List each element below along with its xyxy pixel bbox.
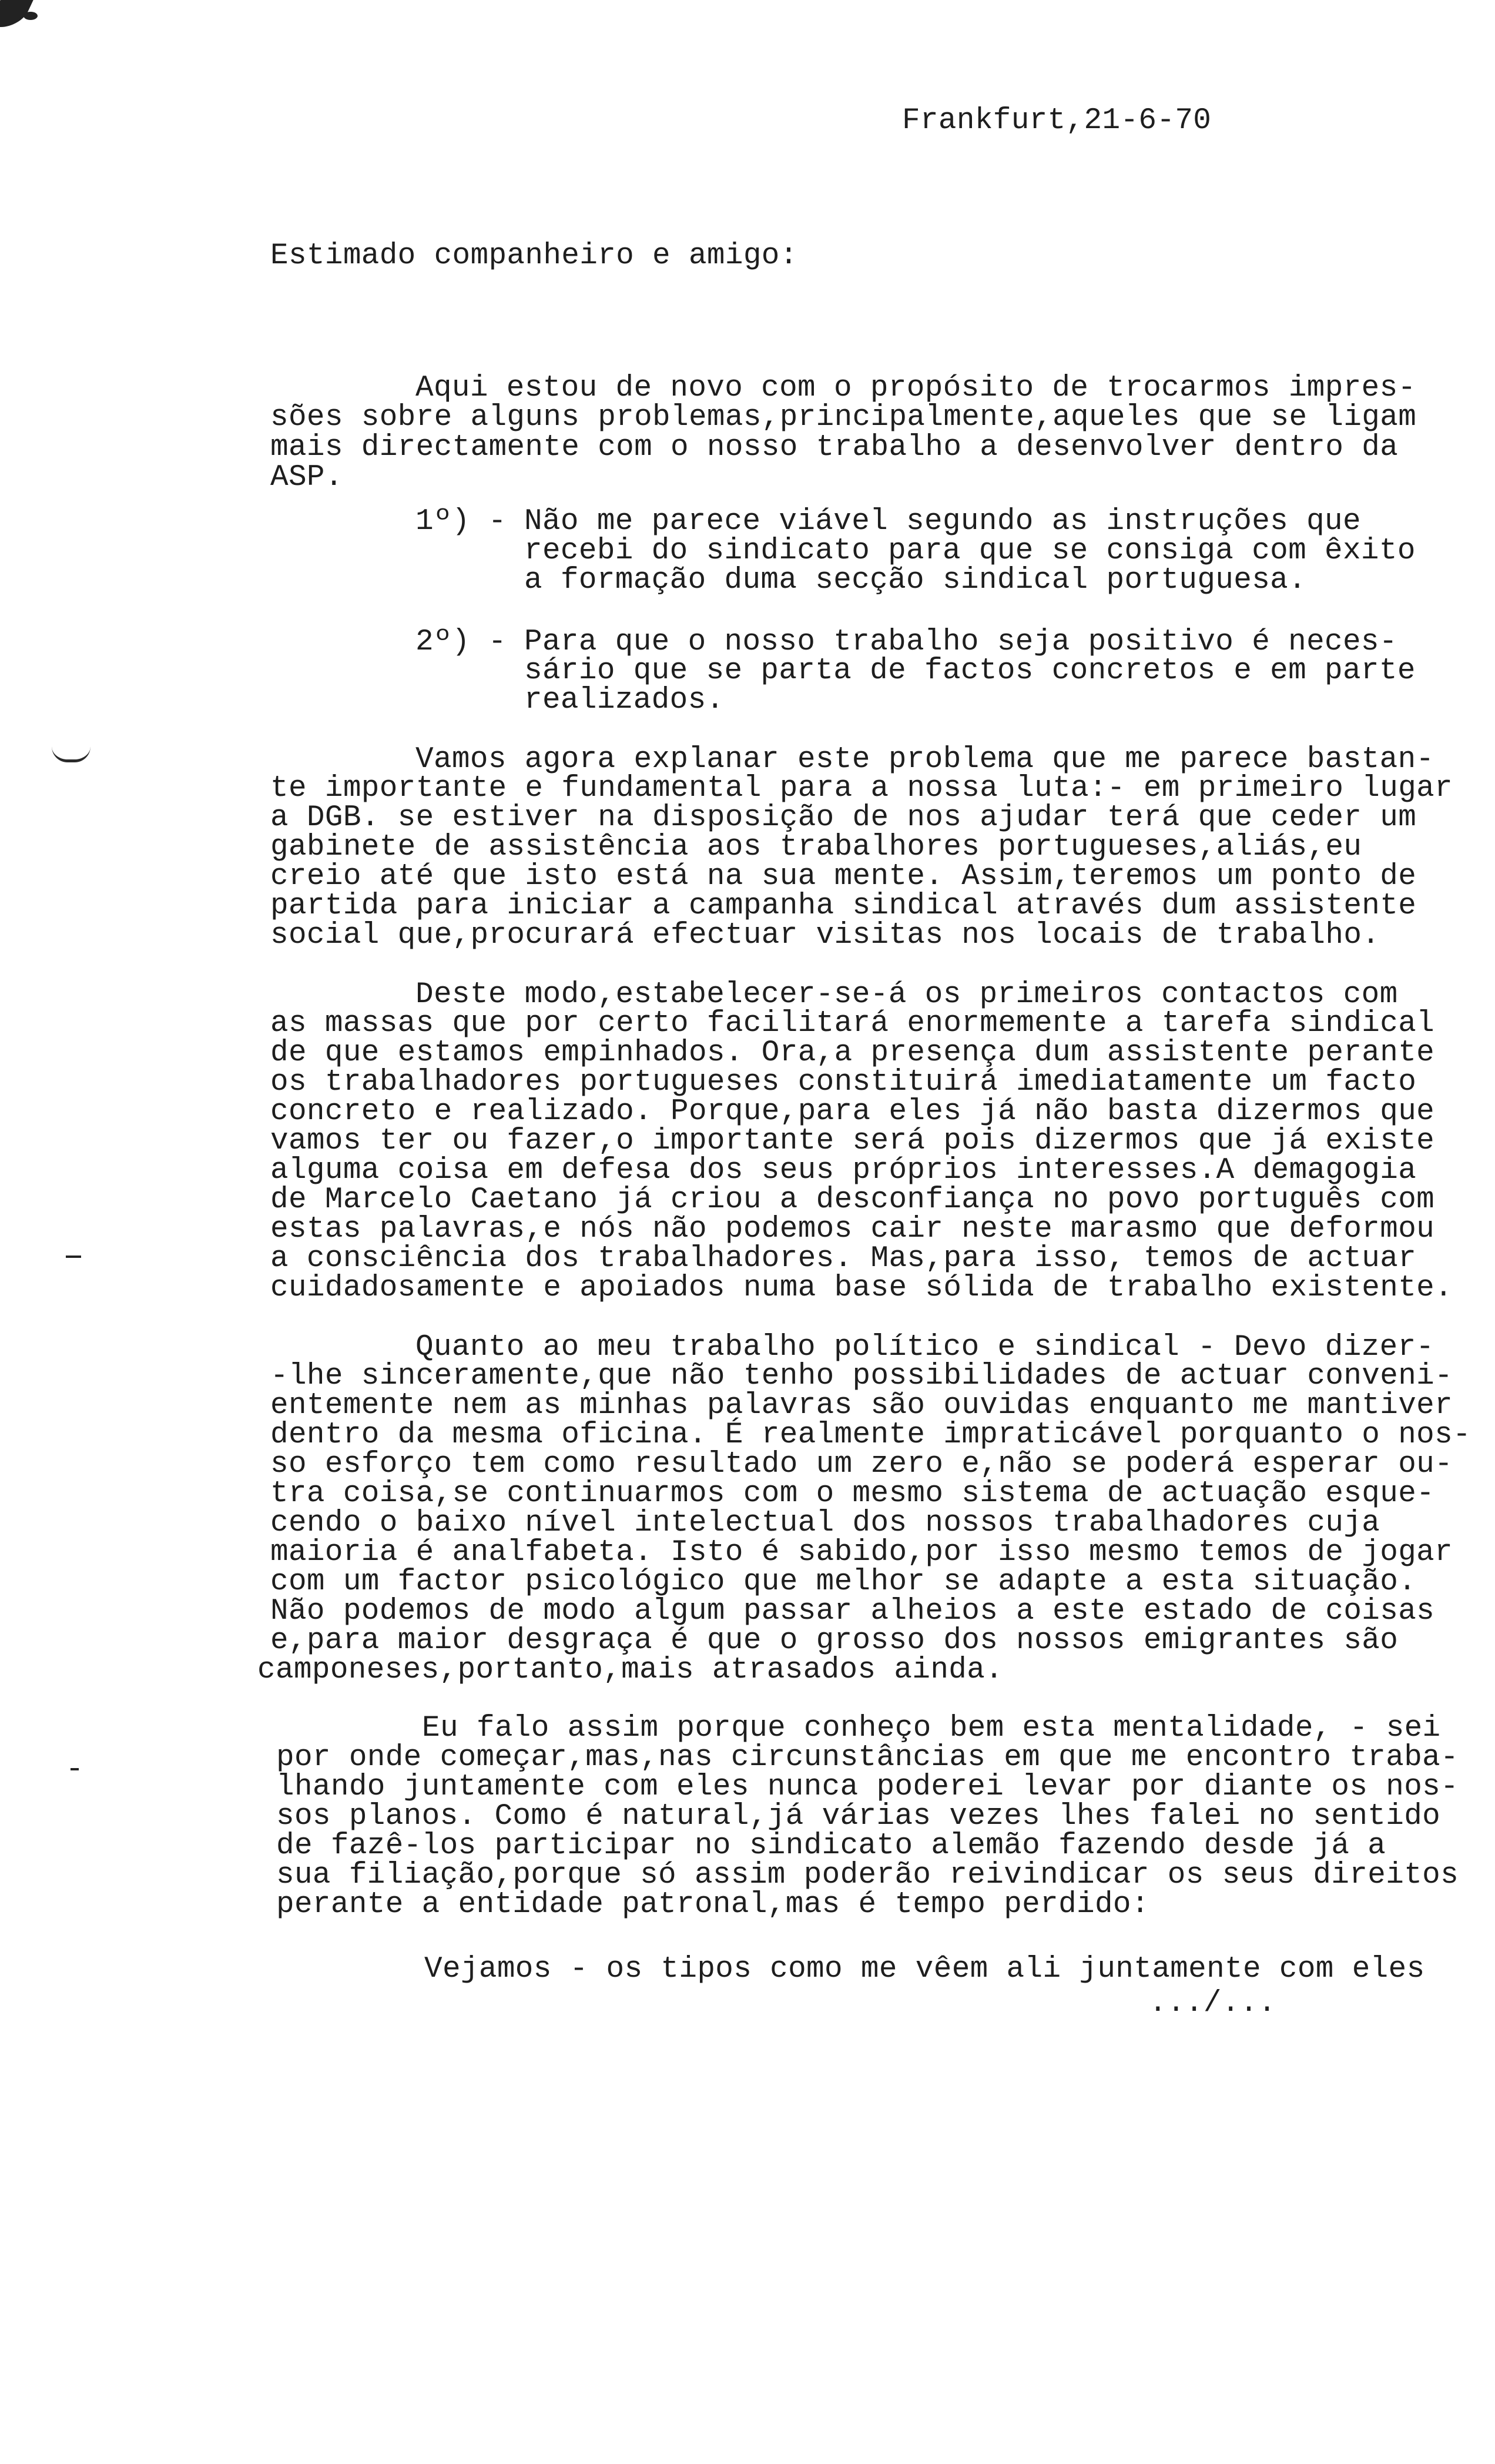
punch-hole-mark xyxy=(52,746,90,762)
margin-dash xyxy=(71,1768,79,1770)
paragraph-line: creio até que isto está na sua mente. Assim,teremos um ponto de xyxy=(270,860,1417,893)
paragraph-line: cuidadosamente e apoiados numa base sólida de trabalho existente. xyxy=(270,1271,1453,1305)
paragraph-line: Vejamos - os tipos como me vêem ali juntamente com eles xyxy=(424,1953,1425,1986)
list-item-line: a formação duma secção sindical portuguesa. xyxy=(524,564,1307,597)
paragraph-line: concreto e realizado. Porque,para eles já não basta dizermos que xyxy=(270,1095,1435,1129)
list-item-line: Não me parece viável segundo as instruções que xyxy=(524,505,1361,538)
continuation-marker: .../... xyxy=(1149,1987,1276,2020)
list-number: 2º) - xyxy=(415,625,507,659)
letter-date: Frankfurt,21-6-70 xyxy=(902,104,1212,138)
paragraph-line: a DGB. se estiver na disposição de nos ajudar terá que ceder um xyxy=(270,801,1417,835)
salutation: Estimado companheiro e amigo: xyxy=(270,239,798,273)
list-item-line: Para que o nosso trabalho seja positivo é neces- xyxy=(524,625,1397,659)
paragraph-line: de fazê-los participar no sindicato alemão fazendo desde já a xyxy=(276,1829,1386,1863)
paragraph-line: Aqui estou de novo com o propósito de trocarmos impres- xyxy=(415,371,1416,405)
list-item-line: sário que se parta de factos concretos e em parte xyxy=(524,654,1416,688)
paragraph-line: de que estamos empinhados. Ora,a presença dum assistente perante xyxy=(270,1036,1435,1070)
paragraph-line: estas palavras,e nós não podemos cair neste marasmo que deformou xyxy=(270,1213,1435,1246)
paragraph-line: vamos ter ou fazer,o importante será pois dizermos que já existe xyxy=(270,1124,1435,1158)
paragraph-line: mais directamente com o nosso trabalho a desenvolver dentro da xyxy=(270,431,1399,464)
paragraph-line: sua filiação,porque só assim poderão reivindicar os seus direitos xyxy=(276,1859,1459,1892)
paragraph-line: a consciência dos trabalhadores. Mas,para isso, temos de actuar xyxy=(270,1242,1417,1275)
paragraph-line: te importante e fundamental para a nossa luta:- em primeiro lugar xyxy=(270,772,1453,805)
paragraph-line: sões sobre alguns problemas,principalmente,aqueles que se ligam xyxy=(270,401,1417,434)
margin-dash xyxy=(66,1256,81,1258)
paragraph-line: as massas que por certo facilitará enormemente a tarefa sindical xyxy=(270,1007,1435,1040)
list-item-line: recebi do sindicato para que se consiga com êxito xyxy=(524,534,1416,568)
list-item-line: realizados. xyxy=(524,684,725,717)
paragraph-line: camponeses,portanto,mais atrasados ainda. xyxy=(257,1653,1004,1687)
paragraph-line: social que,procurará efectuar visitas nos locais de trabalho. xyxy=(270,919,1380,952)
paragraph-line: de Marcelo Caetano já criou a desconfiança no povo português com xyxy=(270,1183,1435,1217)
paragraph-line: gabinete de assistência aos trabalhores portugueses,aliás,eu xyxy=(270,831,1362,864)
paragraph-line: partida para iniciar a campanha sindical através dum assistente xyxy=(270,889,1417,923)
paragraph-line: os trabalhadores portugueses constituirá imediatamente um facto xyxy=(270,1066,1417,1099)
paragraph-line: Vamos agora explanar este problema que me parece bastan- xyxy=(415,743,1434,776)
paragraph-line: Deste modo,estabelecer-se-á os primeiros contactos com xyxy=(415,978,1398,1012)
paragraph-line: maioria é analfabeta. Isto é sabido,por isso mesmo temos de jogar xyxy=(270,1536,1453,1569)
paragraph-line: e,para maior desgraça é que o grosso dos nossos emigrantes são xyxy=(270,1624,1399,1658)
paragraph-line: ASP. xyxy=(270,461,343,494)
paragraph-line: com um factor psicológico que melhor se adapte a esta situação. xyxy=(270,1565,1417,1599)
paragraph-line: -lhe sinceramente,que não tenho possibilidades de actuar conveni- xyxy=(270,1360,1453,1393)
paragraph-line: lhando juntamente com eles nunca poderei levar por diante os nos- xyxy=(276,1770,1459,1804)
paragraph-line: Eu falo assim porque conheço bem esta mentalidade, - sei xyxy=(422,1712,1441,1745)
paragraph-line: Não podemos de modo algum passar alheios a este estado de coisas xyxy=(270,1595,1435,1628)
paragraph-line: sos planos. Como é natural,já várias vezes lhes falei no sentido xyxy=(276,1800,1441,1833)
paragraph-line: entemente nem as minhas palavras são ouvidas enquanto me mantiver xyxy=(270,1389,1453,1422)
paragraph-line: perante a entidade patronal,mas é tempo perdido: xyxy=(276,1888,1149,1921)
paragraph-line: cendo o baixo nível intelectual dos nossos trabalhadores cuja xyxy=(270,1506,1380,1540)
list-number: 1º) - xyxy=(415,505,507,538)
paragraph-line: so esforço tem como resultado um zero e,não se poderá esperar ou- xyxy=(270,1448,1453,1481)
paragraph-line: alguma coisa em defesa dos seus próprios interesses.A demagogia xyxy=(270,1154,1417,1187)
paragraph-line: dentro da mesma oficina. É realmente impraticável porquanto o nos- xyxy=(270,1418,1471,1452)
paragraph-line: tra coisa,se continuarmos com o mesmo sistema de actuação esque- xyxy=(270,1477,1435,1511)
paragraph-line: Quanto ao meu trabalho político e sindical - Devo dizer- xyxy=(415,1331,1434,1364)
paragraph-line: por onde começar,mas,nas circunstâncias em que me encontro traba- xyxy=(276,1741,1459,1775)
corner-mark-tip xyxy=(24,12,38,20)
